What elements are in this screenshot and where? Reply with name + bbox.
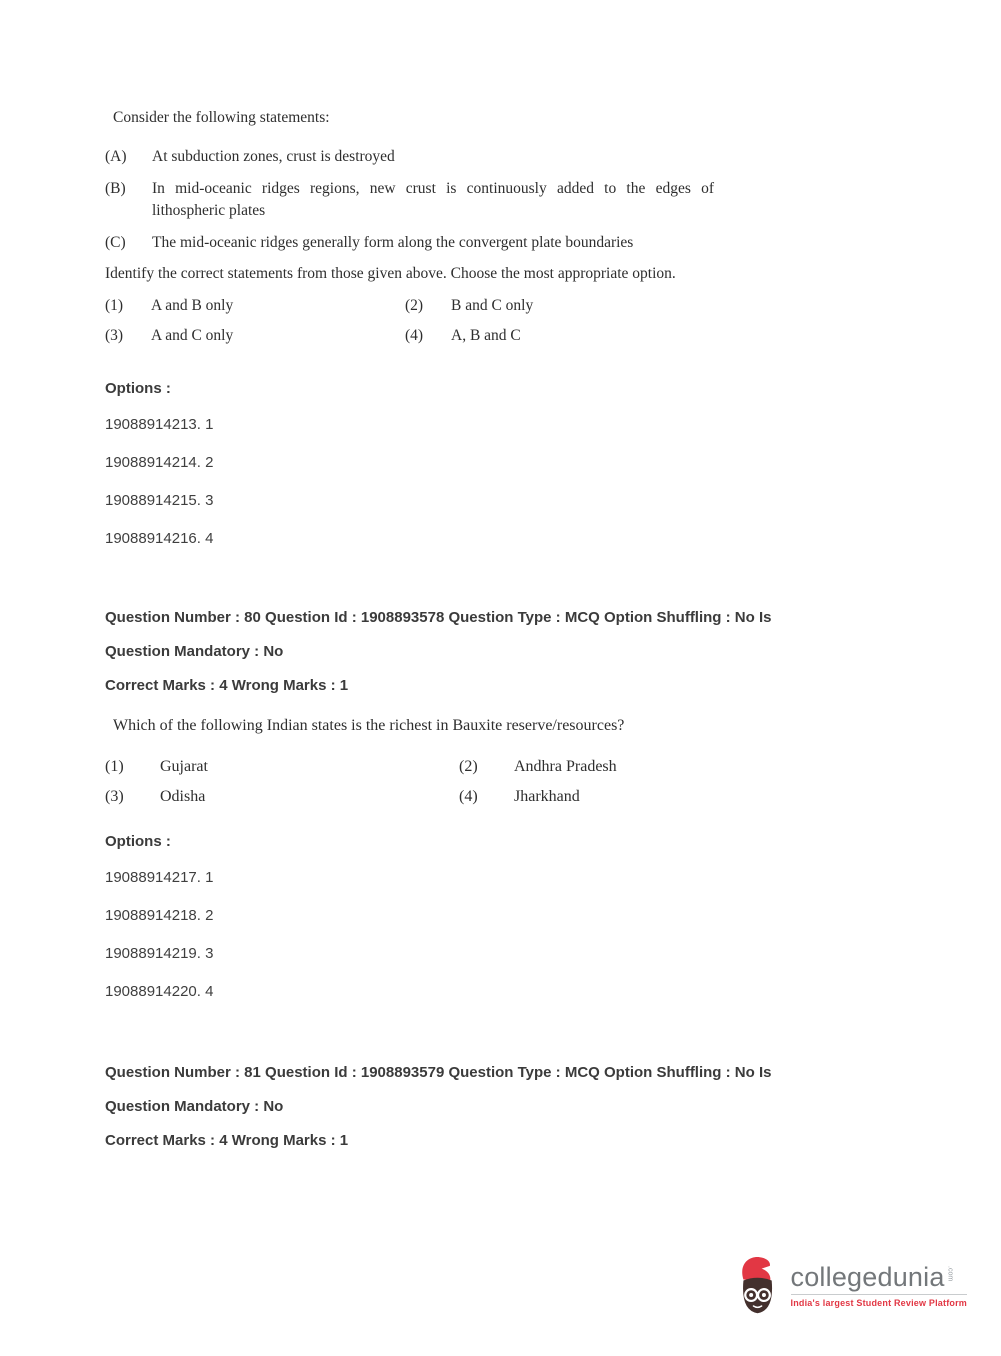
brand-suffix: .com: [946, 1266, 954, 1282]
options-heading: Options :: [105, 833, 171, 850]
choices-q80: [105, 757, 905, 807]
choice-label: (1): [105, 758, 124, 775]
question-meta-line: Correct Marks : 4 Wrong Marks : 1: [105, 1132, 349, 1149]
choice-option: [405, 326, 905, 346]
question-meta-line: Question Mandatory : No: [105, 643, 284, 660]
statement-text: At subduction zones, crust is destroyed: [152, 148, 395, 165]
question-meta-q80: [105, 607, 905, 697]
statement-row-b: [105, 178, 905, 222]
choice-label: (1): [105, 297, 124, 314]
choice-text: A and C only: [151, 327, 234, 344]
collegedunia-logo: [735, 1254, 967, 1316]
choice-option: [105, 787, 459, 807]
brand-name: collegedunia: [790, 1262, 945, 1292]
question-meta-line: Question Mandatory : No: [105, 1098, 284, 1115]
statement-row-a: [105, 146, 905, 168]
choice-label: (2): [459, 758, 478, 775]
collegedunia-mascot-icon: [735, 1254, 781, 1316]
option-id: 19088914213. 1: [105, 416, 214, 433]
choice-option: [105, 326, 405, 346]
question-meta-line: Question Number : 80 Question Id : 1908893578 Question Type : MCQ Option Shuffling : No Is: [105, 609, 772, 626]
option-id: 19088914217. 1: [105, 869, 214, 886]
choice-option: [459, 757, 905, 777]
choice-option: [105, 296, 405, 316]
choice-text: Odisha: [160, 788, 206, 805]
choice-text: Jharkhand: [514, 788, 580, 805]
question-instruction: Identify the correct statements from those given above. Choose the most appropriate option.: [105, 265, 676, 282]
choice-label: (2): [405, 297, 424, 314]
statement-label: (B): [105, 180, 126, 197]
choice-option: [459, 787, 905, 807]
choice-text: A and B only: [151, 297, 234, 314]
question-intro: Consider the following statements:: [113, 109, 330, 126]
choice-option: [105, 757, 459, 777]
choices-q79: [105, 296, 905, 346]
option-id: 19088914214. 2: [105, 454, 214, 471]
brand-row: [791, 1262, 967, 1292]
option-id: 19088914216. 4: [105, 530, 214, 547]
statement-text: The mid-oceanic ridges generally form along the convergent plate boundaries: [152, 234, 634, 251]
question-text: Which of the following Indian states is the richest in Bauxite reserve/resources?: [113, 717, 625, 734]
choice-text: Gujarat: [160, 758, 208, 775]
statement-text: In mid-oceanic ridges regions, new crust is continuously added to the edges of lithospheric plates: [152, 180, 714, 219]
statement-row-c: [105, 232, 905, 254]
choice-text: A, B and C: [451, 327, 521, 344]
choice-text: Andhra Pradesh: [514, 758, 617, 775]
option-id: 19088914215. 3: [105, 492, 214, 509]
choice-label: (3): [105, 788, 124, 805]
option-id: 19088914220. 4: [105, 983, 214, 1000]
choice-label: (4): [459, 788, 478, 805]
page-content: [105, 108, 905, 1164]
collegedunia-logo-text: [791, 1262, 967, 1308]
brand-tagline: India's largest Student Review Platform: [791, 1294, 967, 1308]
choice-label: (4): [405, 327, 424, 344]
choice-label: (3): [105, 327, 124, 344]
question-meta-q81: [105, 1062, 905, 1152]
option-id: 19088914219. 3: [105, 945, 214, 962]
statement-label: (A): [105, 148, 127, 165]
question-meta-line: Correct Marks : 4 Wrong Marks : 1: [105, 677, 349, 694]
choice-option: [405, 296, 905, 316]
option-id: 19088914218. 2: [105, 907, 214, 924]
options-heading: Options :: [105, 380, 171, 397]
statement-label: (C): [105, 234, 126, 251]
question-meta-line: Question Number : 81 Question Id : 1908893579 Question Type : MCQ Option Shuffling : No Is: [105, 1064, 772, 1081]
choice-text: B and C only: [451, 297, 534, 314]
